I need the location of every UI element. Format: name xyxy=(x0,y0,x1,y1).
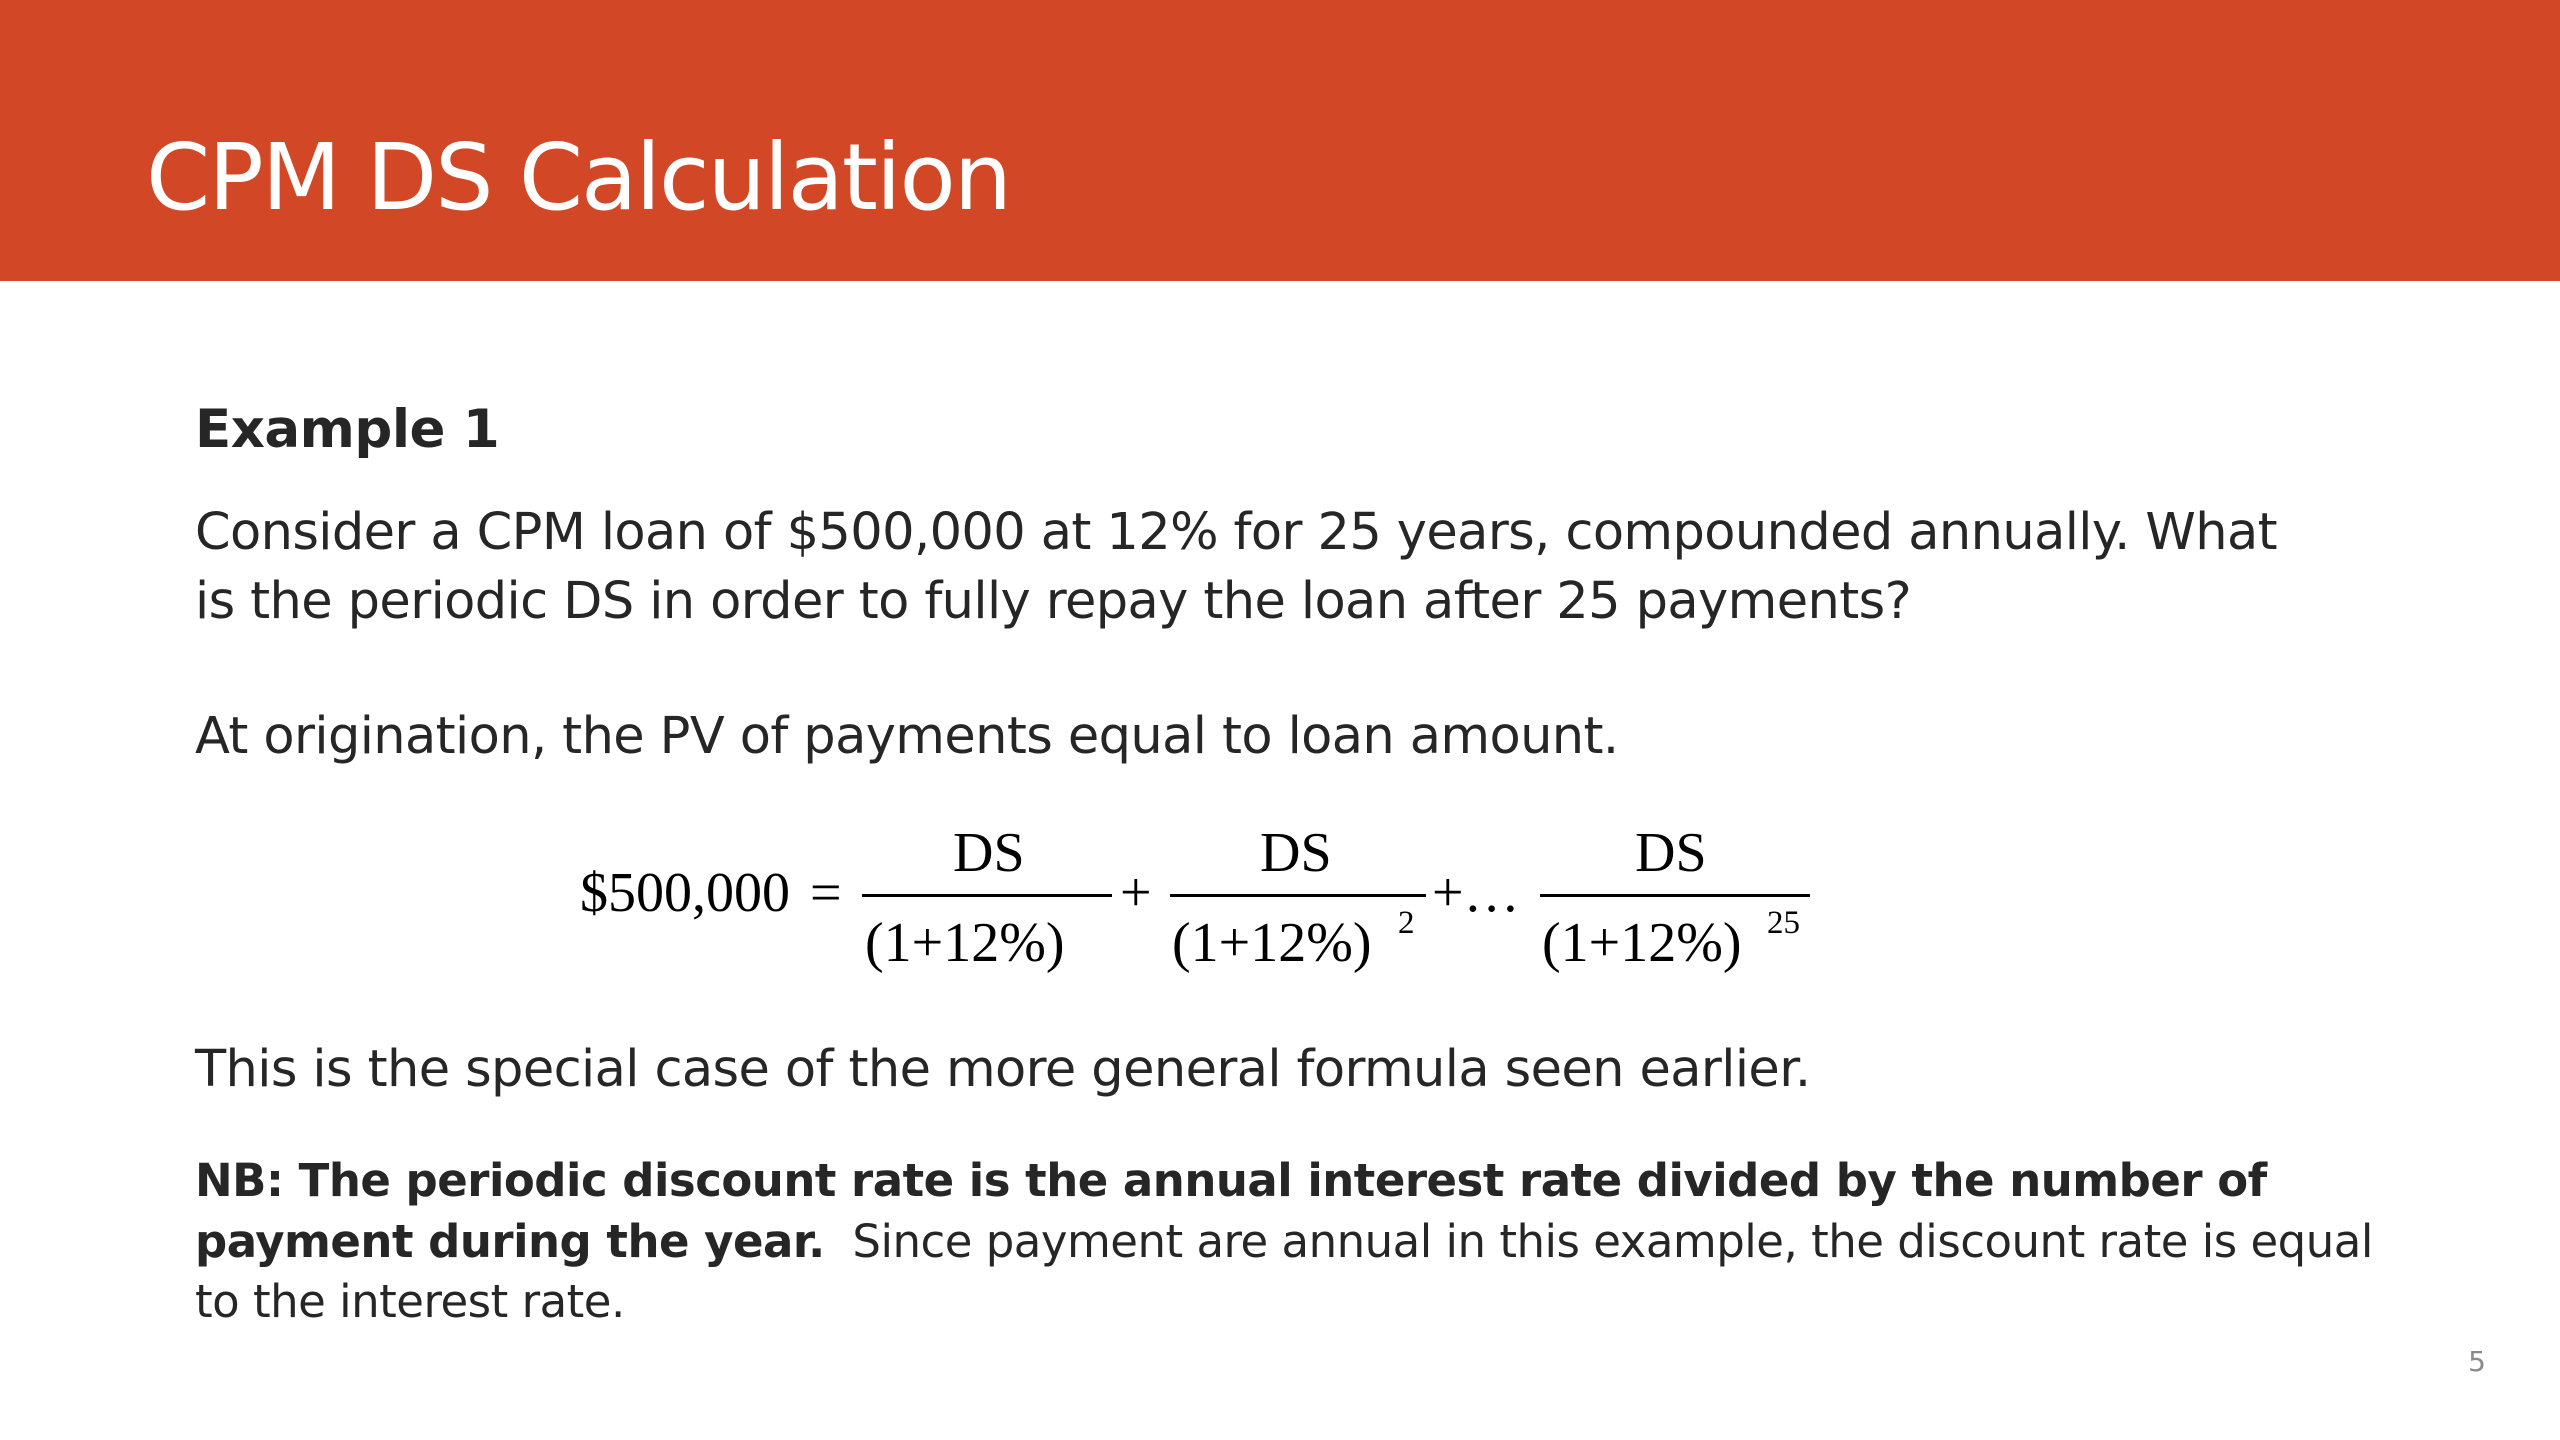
term1-denominator: (1+12%) xyxy=(865,912,1065,974)
page-number: 5 xyxy=(2468,1345,2486,1378)
term2-exponent: 2 xyxy=(1398,905,1415,941)
formula-equals: = xyxy=(810,862,842,924)
pv-formula xyxy=(560,805,1820,995)
example-heading: Example 1 xyxy=(195,399,500,460)
nb-normal-line-2: Since payment are annual in this example, the discount rate is equal xyxy=(852,1215,2373,1268)
term2-numerator: DS xyxy=(1260,822,1332,884)
origination-text: At origination, the PV of payments equal to loan amount. xyxy=(195,707,1619,766)
title-bar xyxy=(0,0,2560,281)
nb-line-2 xyxy=(195,1215,2373,1269)
formula-lhs: $500,000 xyxy=(580,862,790,924)
formula-plus: + xyxy=(1120,862,1152,924)
nb-bold-line-2: payment during the year. xyxy=(195,1215,825,1268)
nb-line-3: to the interest rate. xyxy=(195,1275,625,1328)
term3-numerator: DS xyxy=(1635,822,1707,884)
problem-text-line-1: Consider a CPM loan of $500,000 at 12% for 25 years, compounded annually. What xyxy=(195,503,2278,562)
nb-bold-line-1: NB: The periodic discount rate is the annual interest rate divided by the number of xyxy=(195,1154,2267,1207)
term3-exponent: 25 xyxy=(1767,905,1800,941)
term1-numerator: DS xyxy=(953,822,1025,884)
problem-text-line-2: is the periodic DS in order to fully repay the loan after 25 payments? xyxy=(195,572,1912,631)
term1-fraction-bar xyxy=(862,894,1112,897)
special-case-text: This is the special case of the more general formula seen earlier. xyxy=(195,1040,1811,1099)
term3-denominator: (1+12%) xyxy=(1542,912,1742,974)
term3-fraction-bar xyxy=(1540,894,1810,897)
term2-denominator: (1+12%) xyxy=(1172,912,1372,974)
slide-title: CPM DS Calculation xyxy=(146,124,1011,231)
term2-fraction-bar xyxy=(1170,894,1426,897)
formula-plus-ellipsis: +… xyxy=(1432,862,1520,924)
